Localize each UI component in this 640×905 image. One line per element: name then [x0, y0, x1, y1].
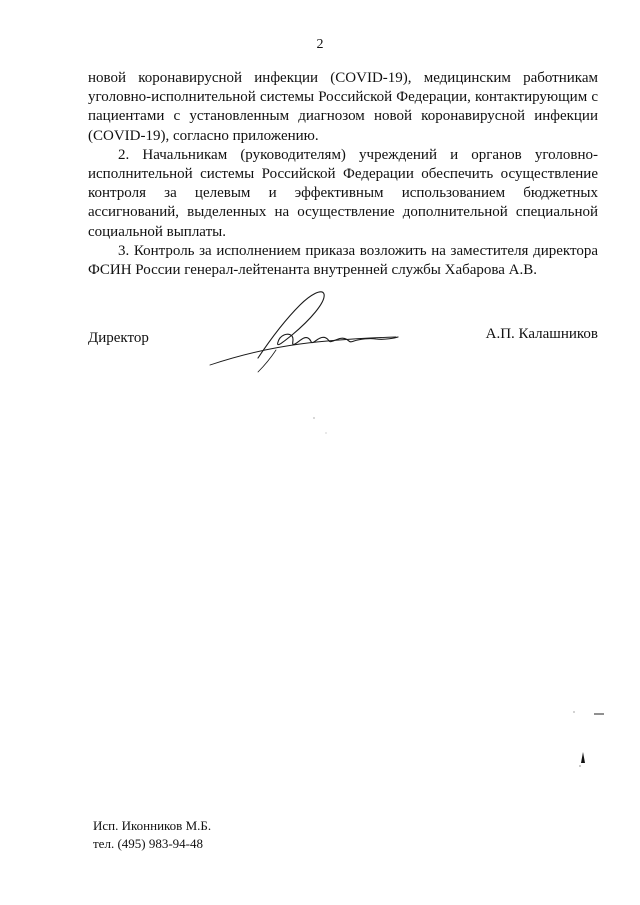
- paragraph-continuation: новой коронавирусной инфекции (COVID-19), медицинским работникам уголовно-исполнительной системы Российской Федерации, контактирующим с пациентами с установленным диагнозом новой коронавирусной инфекции (COVID-19), согласно приложению.: [88, 70, 598, 144]
- signer-name: А.П. Калашников: [485, 326, 598, 342]
- executor-name: Исп. Иконников М.Б.: [93, 818, 212, 833]
- document-body: [88, 69, 598, 280]
- signer-position: Директор: [88, 330, 149, 346]
- handwritten-signature: [200, 280, 410, 380]
- paragraph-item-3: 3. Контроль за исполнением приказа возложить на заместителя директора ФСИН России генерал-лейтенанта внутренней службы Хабарова А.В.: [88, 242, 598, 279]
- paragraph-item-2: 2. Начальникам (руководителям) учреждений и органов уголовно-исполнительной системы Российской Федерации обеспечить осуществление контроля за целевым и эффективным использованием бюджетных ассигнований, выделенных на осуществление дополнительной специальной социальной выплаты.: [88, 146, 598, 240]
- executor-phone: тел. (495) 983-94-48: [93, 836, 204, 851]
- executor-block: [93, 817, 211, 853]
- page-number: 2: [316, 37, 324, 52]
